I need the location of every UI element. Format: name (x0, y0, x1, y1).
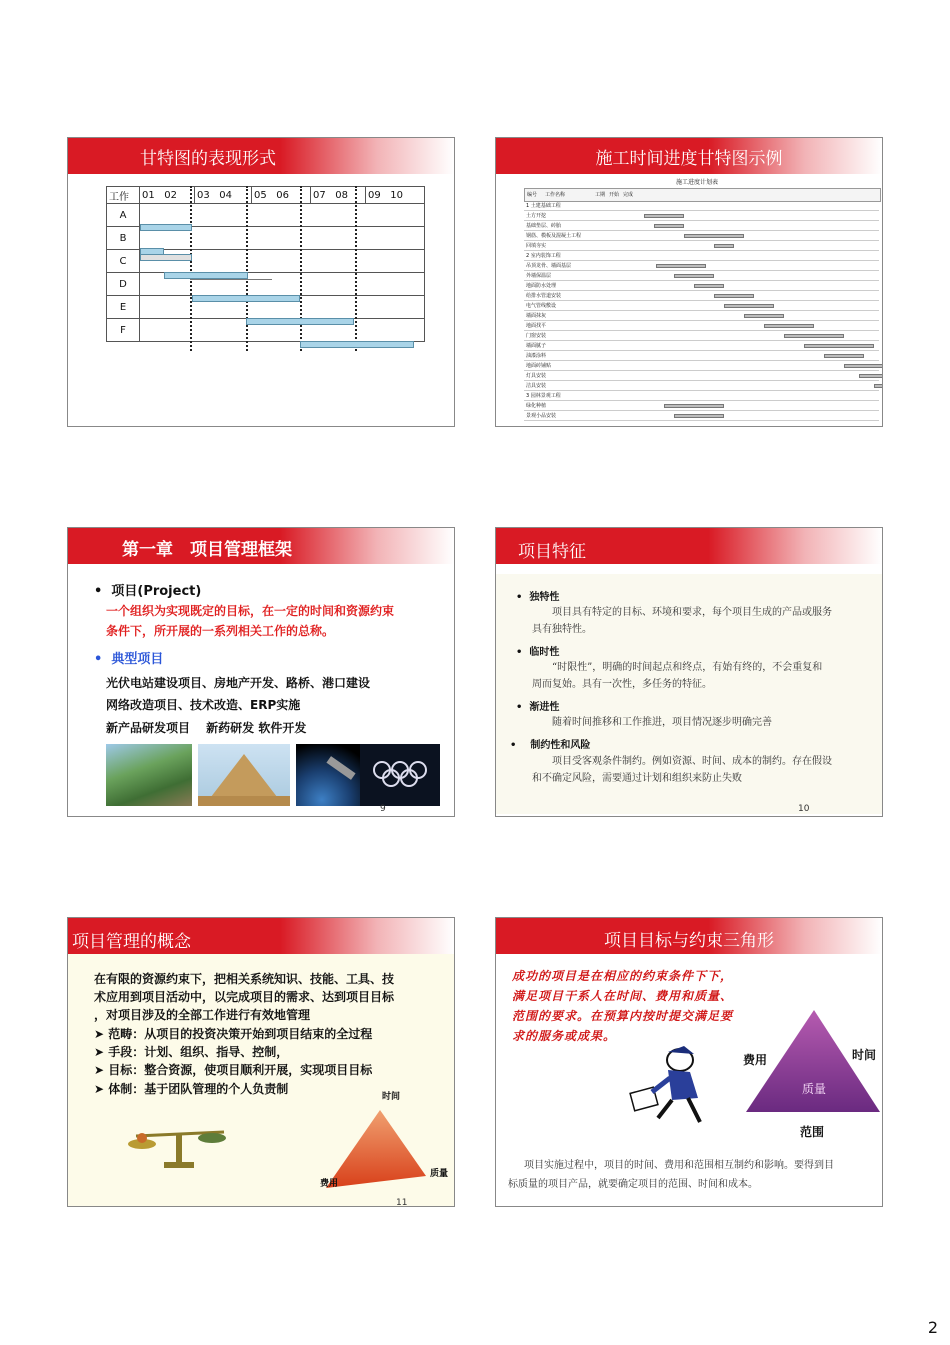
schedule-bar (714, 294, 754, 298)
definition-line-1: 一个组织为实现既定的目标，在一定的时间和资源约束 (106, 604, 395, 618)
col-header: 开始 (609, 192, 620, 198)
feature-body-line: 随着时间推移和工作推进，项目情况逐步明确完善 (552, 717, 772, 728)
pm-point: ➤ 手段：计划、组织、指导、控制， (94, 1045, 289, 1059)
row-label: A (107, 204, 140, 227)
gantt-bar-b2 (140, 254, 192, 261)
task-name: 给排水管道安装 (526, 293, 562, 299)
schedule-row (524, 342, 879, 351)
feature-head-text: 制约性和风险 (530, 740, 591, 751)
slide-gantt-example (495, 137, 883, 427)
row-label: F (107, 319, 140, 342)
schedule-row (524, 272, 879, 281)
schedule-row (524, 252, 879, 261)
handwritten-line: 范围的要求。在预算内按时提交满足要 (512, 1009, 734, 1023)
schedule-table (524, 182, 879, 422)
slide-chapter1 (67, 527, 455, 817)
dashed-divider (190, 186, 192, 351)
task-name: 地面砖铺贴 (526, 363, 552, 369)
example-line-3: 新产品研发项目 新药研发 软件开发 (106, 721, 307, 735)
period: 06 (276, 189, 290, 201)
schedule-bar (874, 384, 883, 388)
task-name: 土方开挖 (526, 213, 547, 219)
task-name: 钢筋、模板及混凝土工程 (526, 233, 582, 239)
schedule-row (524, 212, 879, 221)
page-number: 9 (380, 804, 386, 814)
schedule-row (524, 282, 879, 291)
period: 05 (254, 189, 267, 201)
gantt-bar-e (246, 318, 354, 325)
schedule-bar (859, 374, 883, 378)
label-quality: 质量 (802, 1082, 827, 1096)
task-name: 墙面腻子 (526, 343, 547, 349)
handwritten-line: 求的服务或成果。 (512, 1029, 617, 1043)
great-wall-image (106, 744, 192, 806)
col-header: 编号 (527, 192, 538, 198)
schedule-row (524, 382, 879, 391)
feature-body-line: 周而复始。具有一次性，多任务的特征。 (532, 679, 712, 690)
page-number: 10 (798, 804, 810, 814)
dashed-divider (246, 186, 248, 351)
feature-body-line: “时限性”，明确的时间起点和终点，有始有终的，不会重复和 (552, 662, 823, 673)
bullet-project-text: 项目(Project) (111, 584, 202, 599)
task-name: 景观小品安装 (526, 413, 557, 419)
feature-body-line: 和不确定风险，需要通过计划和组织来防止失败 (532, 773, 742, 784)
schedule-bar (674, 414, 724, 418)
task-name: 吊顶龙骨、墙面基层 (526, 263, 572, 269)
slide-title: 项目目标与约束三角形 (604, 931, 774, 951)
feature-body-line: 具有独特性。 (532, 624, 592, 635)
label-cost: 费用 (743, 1053, 768, 1067)
schedule-row (524, 332, 879, 341)
schedule-bar (654, 224, 684, 228)
pm-point-text: 手段：计划、组织、指导、控制， (108, 1045, 289, 1059)
pm-point: ➤ 范畴：从项目的投资决策开始到项目结束的全过程 (94, 1027, 373, 1041)
feature-head-text: 独特性 (529, 592, 560, 603)
period: 10 (390, 189, 404, 201)
feature-head: • 制约性和风险 (510, 740, 591, 751)
feature-body-line: 项目具有特定的目标、环境和要求，每个项目生成的产品或服务 (552, 607, 832, 618)
col-header: 完成 (623, 192, 634, 198)
schedule-row (524, 312, 879, 321)
pm-definition-line: 术应用到项目活动中，以完成项目的需求、达到项目目标 (94, 990, 395, 1004)
task-name: 墙面抹灰 (526, 313, 547, 319)
pm-point-text: 范畴：从项目的投资决策开始到项目结束的全过程 (108, 1027, 373, 1041)
row-label: B (107, 227, 140, 250)
pm-point: ➤ 体制：基于团队管理的个人负责制 (94, 1082, 289, 1096)
task-name: 回填夯实 (526, 243, 547, 249)
gantt-bar-c2 (190, 279, 272, 280)
feature-head: • 临时性 (516, 647, 560, 658)
task-name: 基础垫层、砖胎 (526, 223, 562, 229)
body-line: 标质量的项目产品，就要确定项目的范围、时间和成本。 (508, 1179, 758, 1190)
schedule-row (524, 222, 879, 231)
balance-scale-icon (126, 1122, 236, 1172)
slide-constraint-triangle (495, 917, 883, 1207)
handwritten-line: 满足项目干系人在时间、费用和质量、 (512, 989, 734, 1003)
schedule-bar (824, 354, 864, 358)
row-label: D (107, 273, 140, 296)
task-name: 门窗安装 (526, 333, 547, 339)
schedule-chart-title: 施工进度计划表 (676, 179, 719, 186)
period: 07 (313, 189, 326, 201)
feature-head: • 渐进性 (516, 702, 560, 713)
label-time: 时间 (852, 1048, 877, 1062)
task-name: 灯具安装 (526, 373, 547, 379)
period: 01 (142, 189, 155, 201)
schedule-bar (844, 364, 883, 368)
schedule-bar (784, 334, 844, 338)
gantt-header-label: 工作 (107, 187, 140, 204)
schedule-row (524, 292, 879, 301)
schedule-bar (674, 274, 714, 278)
dashed-divider (300, 186, 302, 351)
handwritten-line: 成功的项目是在相应的约束条件下下， (512, 969, 734, 983)
schedule-row (524, 402, 879, 411)
schedule-row (524, 242, 879, 251)
bullet-typical-text: 典型项目 (111, 652, 164, 667)
schedule-row (524, 362, 879, 371)
page-number: 11 (396, 1198, 408, 1207)
dashed-divider (355, 186, 357, 351)
schedule-bar (744, 314, 784, 318)
schedule-bar (714, 244, 734, 248)
sheet-number: 2 (927, 1318, 938, 1337)
schedule-bar (764, 324, 814, 328)
period: 03 (197, 189, 210, 201)
feature-head-text: 渐进性 (529, 702, 560, 713)
task-name: 地面找平 (526, 323, 547, 329)
pm-point-text: 目标：整合资源，使项目顺利开展，实现项目目标 (108, 1063, 373, 1077)
schedule-bar (724, 304, 774, 308)
schedule-bar (804, 344, 874, 348)
body-line: 项目实施过程中，项目的时间、费用和范围相互制约和影响。要得到目 (524, 1160, 834, 1171)
tri-label-time: 时间 (382, 1092, 401, 1102)
example-line-1: 光伏电站建设项目、房地产开发、路桥、港口建设 (106, 676, 371, 690)
task-name: 3 园林景观工程 (526, 393, 561, 399)
schedule-bar (684, 234, 744, 238)
period: 04 (219, 189, 233, 201)
period: 08 (335, 189, 349, 201)
slide-pm-concept (67, 917, 455, 1207)
gantt-bar-d (192, 295, 300, 302)
pm-definition-line: ，对项目涉及的全部工作进行有效地管理 (94, 1008, 311, 1022)
row-label: C (107, 250, 140, 273)
task-name: 2 室内装饰工程 (526, 253, 561, 259)
row-label: E (107, 296, 140, 319)
task-name: 绿化种植 (526, 403, 547, 409)
task-name: 洁具安装 (526, 383, 547, 389)
slide-title: 第一章 项目管理框架 (122, 540, 292, 560)
schedule-row (524, 412, 879, 421)
tri-label-cost: 费用 (320, 1179, 339, 1189)
bullet-typical: • 典型项目 (94, 652, 164, 667)
schedule-bar (694, 284, 724, 288)
schedule-row (524, 322, 879, 331)
pyramid-image (198, 744, 290, 806)
schedule-row (524, 372, 879, 381)
schedule-row (524, 262, 879, 271)
gantt-bar-a (140, 224, 192, 231)
label-scope: 范围 (800, 1125, 825, 1139)
slide-title: 甘特图的表现形式 (140, 149, 276, 169)
task-name: 电气管线敷设 (526, 303, 557, 309)
schedule-row (524, 202, 879, 211)
running-man-icon (628, 1038, 718, 1128)
slide-title: 项目管理的概念 (72, 932, 191, 952)
col-header: 工作名称 (545, 192, 566, 198)
slide-title: 项目特征 (518, 542, 586, 562)
schedule-row (524, 232, 879, 241)
slide-title: 施工时间进度甘特图示例 (595, 149, 783, 169)
task-name: 油漆涂料 (526, 353, 547, 359)
slide-gantt-form (67, 137, 455, 427)
feature-head-text: 临时性 (529, 647, 560, 658)
schedule-bar (664, 404, 724, 408)
pm-point-text: 体制：基于团队管理的个人负责制 (108, 1082, 289, 1096)
pm-point: ➤ 目标：整合资源，使项目顺利开展，实现项目目标 (94, 1063, 373, 1077)
feature-body-line: 项目受客观条件制约。例如资源、时间、成本的制约。存在假设 (552, 756, 832, 767)
schedule-row (524, 352, 879, 361)
task-name: 地面防水处理 (526, 283, 557, 289)
schedule-row (524, 302, 879, 311)
period: 02 (164, 189, 178, 201)
col-header: 工期 (595, 192, 606, 198)
slide-features (495, 527, 883, 817)
example-line-2: 网络改造项目、技术改造、ERP实施 (106, 698, 301, 712)
task-name: 1 土建基础工程 (526, 203, 561, 209)
task-name: 外墙保温层 (526, 273, 552, 279)
bullet-project: • 项目(Project) (94, 584, 202, 599)
definition-line-2: 条件下，所开展的一系列相关工作的总称。 (106, 624, 335, 638)
pm-definition-line: 在有限的资源约束下，把相关系统知识、技能、工具、技 (94, 972, 395, 986)
olympic-rings-image (360, 744, 440, 806)
gantt-bar-f (300, 341, 414, 348)
feature-head: • 独特性 (516, 592, 560, 603)
period: 09 (368, 189, 381, 201)
tri-label-quality: 质量 (430, 1169, 449, 1179)
schedule-bar (644, 214, 684, 218)
schedule-row (524, 392, 879, 401)
gantt-bar-c (164, 272, 248, 279)
olympic-rings-icon (360, 744, 440, 806)
schedule-bar (656, 264, 706, 268)
schedule-header (524, 188, 881, 202)
